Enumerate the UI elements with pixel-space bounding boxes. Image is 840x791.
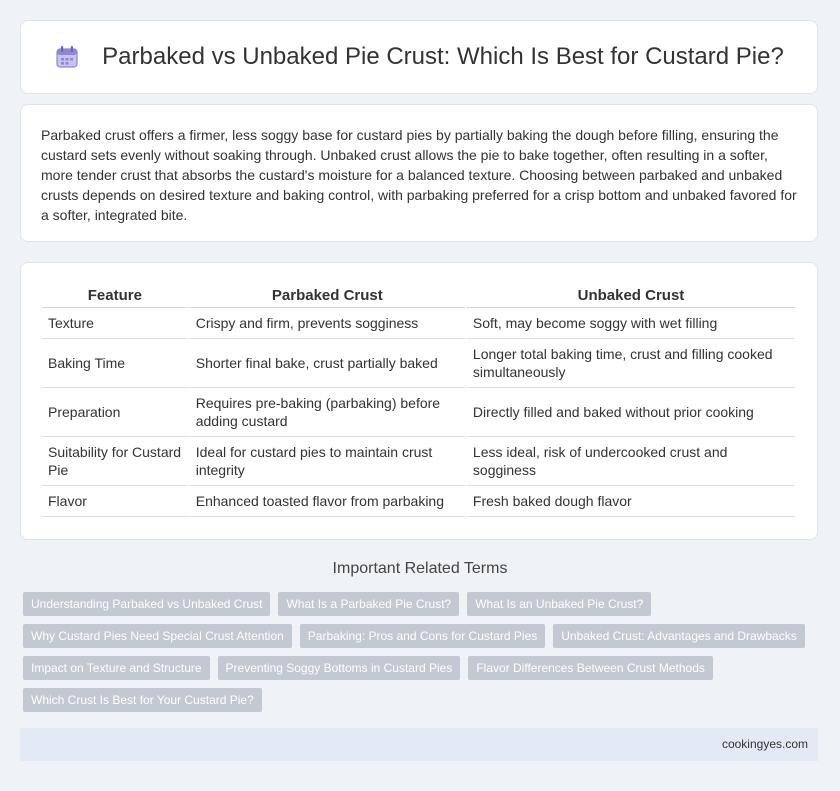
table-row [42, 437, 795, 486]
table-row [42, 308, 795, 339]
related-term-tag[interactable]: Which Crust Is Best for Your Custard Pie? [23, 688, 262, 712]
comparison-card [20, 262, 818, 540]
calendar-icon [54, 44, 80, 70]
table-cell: Preparation [42, 388, 188, 437]
page-title-text: Parbaked vs Unbaked Pie Crust: Which Is Best for Custard Pie? [102, 43, 784, 70]
table-cell: Fresh baked dough flavor [467, 486, 795, 517]
related-term-tag[interactable]: Flavor Differences Between Crust Methods [468, 656, 713, 680]
column-header: Parbaked Crust [190, 283, 465, 308]
related-term-tag[interactable]: Unbaked Crust: Advantages and Drawbacks [553, 624, 804, 648]
table-cell: Directly filled and baked without prior cooking [467, 388, 795, 437]
intro-paragraph: Parbaked crust offers a firmer, less soggy base for custard pies by partially baking the dough before filling, ensuring the custard sets evenly without soaking through. Unbaked crust allows the pie to bake together, often resulting in a softer, more tender crust that absorbs the custard's moisture for a balanced texture. Choosing between parbaked and unbaked crusts depends on desired texture and baking control, with parbaking preferred for a crisp bottom and unbaked favored for a softer, integrated bite. [41, 127, 797, 223]
related-term-tag[interactable]: Impact on Texture and Structure [23, 656, 210, 680]
footer-site-name[interactable]: cookingyes.com [721, 737, 808, 751]
table-cell: Requires pre-baking (parbaking) before adding custard [190, 388, 465, 437]
page-title [54, 43, 784, 71]
table-cell: Less ideal, risk of undercooked crust and sogginess [467, 437, 795, 486]
comparison-table [40, 283, 797, 517]
table-cell: Shorter final bake, crust partially baked [190, 339, 465, 388]
related-term-tag[interactable]: Parbaking: Pros and Cons for Custard Pies [300, 624, 545, 648]
related-terms-heading: Important Related Terms [332, 560, 508, 577]
related-term-tag[interactable]: What Is a Parbaked Pie Crust? [278, 592, 459, 616]
related-term-tag[interactable]: Why Custard Pies Need Special Crust Attention [23, 624, 292, 648]
table-cell: Enhanced toasted flavor from parbaking [190, 486, 465, 517]
table-row [42, 388, 795, 437]
title-card [20, 20, 818, 94]
related-term-tag[interactable]: Understanding Parbaked vs Unbaked Crust [23, 592, 270, 616]
table-cell: Baking Time [42, 339, 188, 388]
table-row [42, 339, 795, 388]
table-cell: Soft, may become soggy with wet filling [467, 308, 795, 339]
related-term-tag[interactable]: What Is an Unbaked Pie Crust? [467, 592, 651, 616]
footer [20, 728, 818, 761]
intro-card [20, 104, 818, 242]
table-cell: Crispy and firm, prevents sogginess [190, 308, 465, 339]
column-header: Feature [42, 283, 188, 308]
table-cell: Texture [42, 308, 188, 339]
column-header: Unbaked Crust [467, 283, 795, 308]
table-header-row [42, 283, 795, 308]
table-row [42, 486, 795, 517]
table-cell: Suitability for Custard Pie [42, 437, 188, 486]
related-terms-list [23, 592, 818, 720]
table-cell: Ideal for custard pies to maintain crust integrity [190, 437, 465, 486]
table-cell: Flavor [42, 486, 188, 517]
related-term-tag[interactable]: Preventing Soggy Bottoms in Custard Pies [218, 656, 461, 680]
table-cell: Longer total baking time, crust and filling cooked simultaneously [467, 339, 795, 388]
